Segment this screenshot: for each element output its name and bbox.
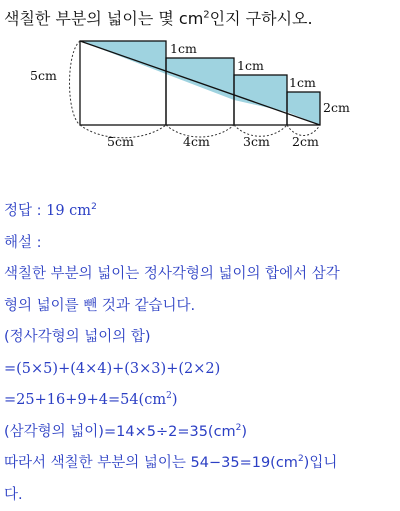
question-unit-superscript: 2 [203, 10, 209, 21]
answer-line [4, 196, 398, 228]
explanation-label: 해설 : [4, 228, 398, 260]
shaded-piece-2 [166, 58, 234, 100]
triangle-area-text: (삼각형의 넓이)=14×5÷2=35(cm [4, 424, 236, 440]
height-dimension-arc [70, 41, 81, 125]
shaded-piece-3 [234, 75, 287, 112]
label-height-5cm: 5cm [30, 68, 57, 83]
triangle-area-close: ) [241, 424, 247, 440]
label-step-1cm-a: 1cm [170, 41, 197, 56]
triangle-area-superscript: 2 [236, 423, 242, 433]
conclusion-close: )입니 [304, 455, 338, 471]
question-text-before: 색칠한 부분의 넓이는 몇 cm [4, 9, 203, 28]
conclusion-line-2: 다. [4, 480, 398, 511]
squares-sum-title: (정사각형의 넓이의 합) [4, 322, 398, 354]
squares-sum-expression: =(5×5)+(4×4)+(3×3)+(2×2) [4, 354, 398, 386]
answer-superscript: 2 [91, 202, 97, 212]
label-step-1cm-c: 1cm [289, 75, 316, 90]
label-right-2cm: 2cm [323, 100, 350, 115]
label-bottom-4cm: 4cm [183, 134, 210, 149]
squares-sum-result [4, 385, 398, 417]
squares-sum-superscript: 2 [166, 391, 172, 401]
question-text-after: 인지 구하시오. [210, 9, 313, 28]
label-bottom-3cm: 3cm [243, 134, 270, 149]
answer-label: 정답 : [4, 203, 46, 219]
solution-block [4, 196, 398, 511]
label-step-1cm-b: 1cm [237, 58, 264, 73]
conclusion-superscript: 2 [298, 454, 304, 464]
shaded-piece-4 [287, 92, 320, 125]
label-bottom-2cm: 2cm [292, 134, 319, 149]
stair-squares-figure [0, 0, 400, 160]
answer-value: 19 cm [46, 203, 91, 219]
conclusion-line-1 [4, 448, 398, 480]
label-bottom-5cm: 5cm [107, 134, 134, 149]
explanation-line-1: 색칠한 부분의 넓이는 정사각형의 넓이의 합에서 삼각 [4, 259, 398, 291]
squares-sum-text: =25+16+9+4=54(cm [4, 392, 166, 408]
squares-sum-close: ) [172, 392, 178, 408]
explanation-line-2: 형의 넓이를 뺀 것과 같습니다. [4, 291, 398, 323]
conclusion-text: 따라서 색칠한 부분의 넓이는 54−35=19(cm [4, 455, 298, 471]
triangle-area-line [4, 417, 398, 449]
